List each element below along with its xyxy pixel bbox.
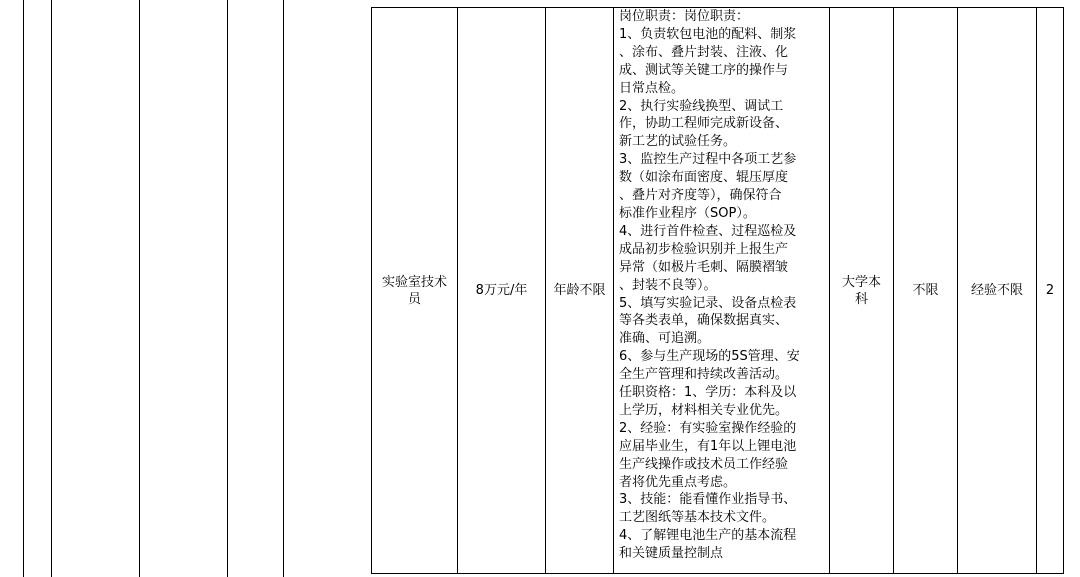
duty-line: 6、参与生产现场的5S管理、安 — [619, 349, 800, 365]
experience-cell — [958, 8, 1036, 573]
salary-cell — [458, 8, 545, 573]
duty-line: 1、负责软包电池的配料、制浆 — [619, 26, 797, 42]
duty-line: 4、了解锂电池生产的基本流程 — [619, 528, 797, 544]
grid-line — [51, 0, 52, 577]
grid-line — [139, 0, 140, 577]
grid-line — [283, 0, 284, 577]
age-cell — [546, 8, 613, 573]
duty-line: 应届毕业生，有1年以上锂电池 — [619, 438, 797, 454]
duty-line: 2、经验：有实验室操作经验的 — [619, 420, 797, 436]
duty-line: 任职资格：1、学历：本科及以 — [619, 385, 797, 401]
duty-line: 、涂布、叠片封装、注液、化 — [619, 44, 789, 60]
duty-line: 标准作业程序（SOP）。 — [619, 205, 756, 221]
duty-line: 和关键质量控制点 — [619, 546, 724, 562]
education-requirement: 大学本科 — [842, 274, 882, 307]
position-name: 实验室技术员 — [382, 274, 448, 307]
duty-line: 3、监控生产过程中各项工艺参 — [619, 152, 797, 168]
duty-line: 异常（如极片毛刺、隔膜褶皱 — [619, 259, 789, 275]
major-requirement: 不限 — [912, 283, 939, 298]
grid-line — [613, 7, 614, 574]
duty-line: 3、技能：能看懂作业指导书、 — [619, 492, 797, 508]
duty-line: 生产线操作或技术员工作经验 — [619, 456, 789, 472]
grid-line — [23, 0, 24, 577]
duty-line: 2、执行实验线换型、调试工 — [619, 98, 784, 114]
grid-line — [1063, 7, 1064, 574]
hiring-count: 2 — [1045, 283, 1055, 298]
duty-line: 上学历，材料相关专业优先。 — [619, 402, 789, 418]
duty-line: 、叠片对齐度等），确保符合 — [619, 188, 782, 204]
experience-requirement: 经验不限 — [970, 283, 1023, 298]
duty-line: 数（如涂布面密度、辊压厚度 — [619, 170, 789, 186]
duty-line: 等各类表单，确保数据真实、 — [619, 313, 789, 329]
duty-line: 日常点检。 — [619, 80, 685, 96]
duty-line: 成、测试等关键工序的操作与 — [619, 62, 789, 78]
major-cell — [894, 8, 957, 573]
duty-line: 岗位职责：岗位职责： — [619, 9, 750, 24]
count-cell — [1037, 8, 1063, 573]
grid-line — [371, 573, 1063, 574]
duty-line: 新工艺的试验任务。 — [619, 134, 737, 150]
education-cell — [830, 8, 893, 573]
duty-line: 4、进行首件检查、过程巡检及 — [619, 223, 797, 239]
age-requirement: 年龄不限 — [553, 283, 606, 298]
duty-line: 作，协助工程师完成新设备、 — [619, 116, 789, 132]
job-description — [617, 8, 829, 573]
duty-line: 者将优先重点考虑。 — [619, 474, 737, 490]
duty-line: 成品初步检验识别并上报生产 — [619, 241, 789, 257]
duty-line: 全生产管理和持续改善活动。 — [619, 367, 789, 383]
duty-line: 准确、可追溯。 — [619, 331, 711, 347]
grid-line — [227, 0, 228, 577]
duty-line: 、封装不良等）。 — [619, 277, 717, 293]
duty-line: 工艺图纸等基本技术文件。 — [619, 510, 776, 526]
duty-line: 5、填写实验记录、设备点检表 — [619, 295, 797, 311]
salary-value: 8万元/年 — [475, 283, 528, 298]
position-cell — [372, 8, 457, 573]
